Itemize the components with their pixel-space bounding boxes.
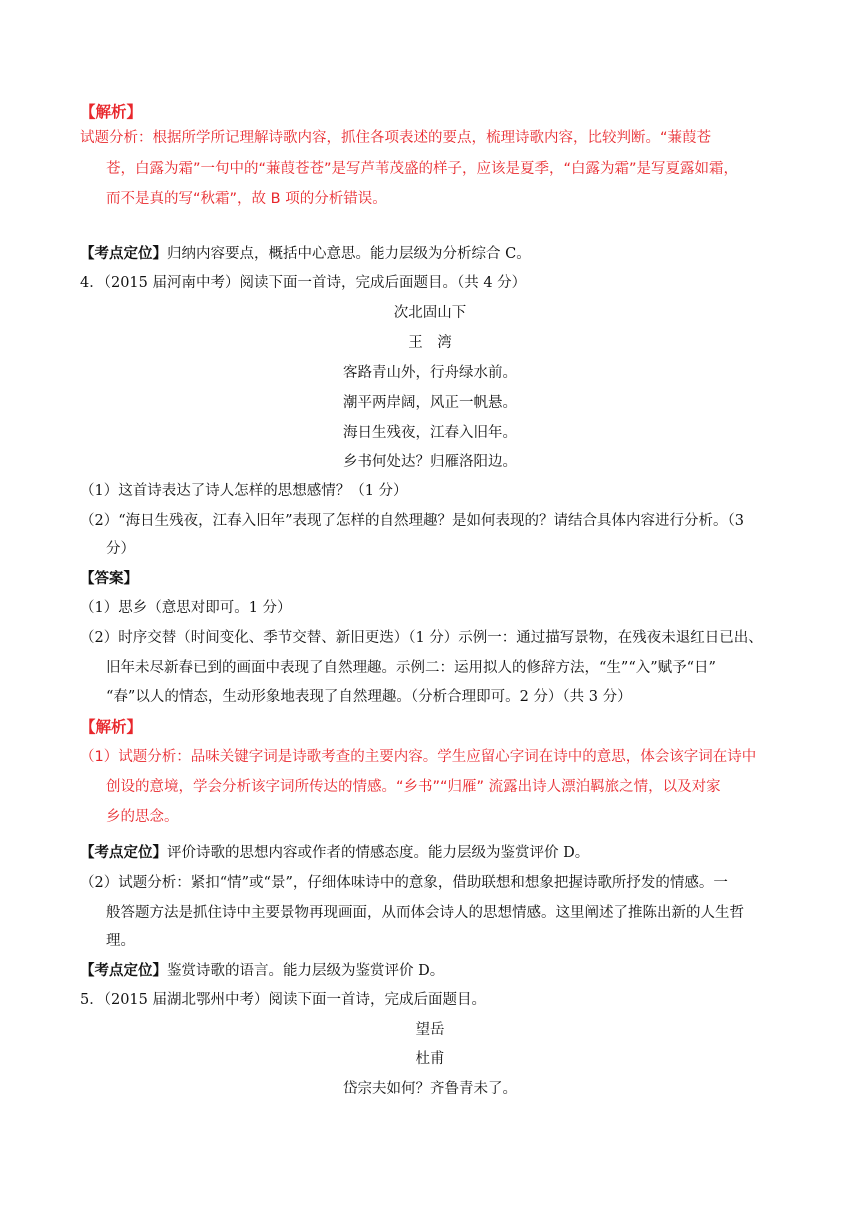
analysis-line: 苍，白露为霜”一句中的“蒹葭苍苍”是写芦苇茂盛的样子，应该是夏季，“白露为霜”是写夏露如霜， <box>106 161 739 177</box>
poem-line: 潮平两岸阔，风正一帆悬。 <box>343 395 517 411</box>
poem-line: 客路青山外，行舟绿水前。 <box>343 365 517 381</box>
question-5-stem: 5．（2015 届湖北鄂州中考）阅读下面一首诗，完成后面题目。 <box>80 992 486 1008</box>
kaodian-text: 评价诗歌的思想内容或作者的情感态度。能力层级为鉴赏评价 D。 <box>167 845 590 861</box>
analysis-heading: 【解析】 <box>80 103 143 121</box>
poem-line: 海日生残夜，江春入旧年。 <box>343 425 517 441</box>
kaodian-line <box>80 843 589 863</box>
analysis-line: 乡的思念。 <box>106 809 179 825</box>
poem-author: 王 湾 <box>408 335 452 351</box>
kaodian-label: 【考点定位】 <box>80 246 167 262</box>
sub-question-2: （2）“海日生残夜，江春入旧年”表现了怎样的自然理趣？是如何表现的？请结合具体内容进行分析。（3 <box>80 513 745 529</box>
question-4-stem: 4．（2015 届河南中考）阅读下面一首诗，完成后面题目。（共 4 分） <box>80 275 527 291</box>
analysis-line: （1）试题分析：品味关键字词是诗歌考查的主要内容。学生应留心字词在诗中的意思，体会该字词在诗中 <box>80 749 757 765</box>
answer-heading: 【答案】 <box>80 571 138 587</box>
analysis-line: 试题分析：根据所学所记理解诗歌内容，抓住各项表述的要点，梳理诗歌内容，比较判断。“蒹葭苍 <box>80 130 712 146</box>
answer-1: （1）思乡（意思对即可。1 分） <box>80 600 292 616</box>
kaodian-text: 归纳内容要点，概括中心意思。能力层级为分析综合 C。 <box>167 246 531 262</box>
answer-2-line: （2）时序交替（时间变化、季节交替、新旧更迭）（1 分）示例一：通过描写景物，在残夜未退红日已出、 <box>80 630 763 646</box>
kaodian-label: 【考点定位】 <box>80 963 167 979</box>
answer-2-line: “春”以人的情态，生动形象地表现了自然理趣。（分析合理即可。2 分）（共 3 分） <box>106 689 632 705</box>
kaodian-text: 鉴赏诗歌的语言。能力层级为鉴赏评价 D。 <box>167 963 445 979</box>
poem-title: 次北固山下 <box>393 305 467 321</box>
analysis-heading: 【解析】 <box>80 718 143 736</box>
sub-question-2-cont: 分） <box>106 541 135 557</box>
analysis-line: 创设的意境，学会分析该字词所传达的情感。“乡书”“归雁” 流露出诗人漂泊羁旅之情，以及对家 <box>106 779 721 795</box>
kaodian-line <box>80 961 444 981</box>
kaodian-line <box>80 244 531 264</box>
analysis-line: 而不是真的写“秋霜”，故 B 项的分析错误。 <box>106 191 387 207</box>
kaodian-label: 【考点定位】 <box>80 845 167 861</box>
poem-author: 杜甫 <box>415 1051 445 1067</box>
analysis-2-line: 般答题方法是抓住诗中主要景物再现画面，从而体会诗人的思想情感。这里阐述了推陈出新的人生哲 <box>106 905 744 921</box>
analysis-2-line: （2）试题分析：紧扣“情”或“景”，仔细体味诗中的意象，借助联想和想象把握诗歌所抒发的情感。一 <box>80 875 728 891</box>
poem-title: 望岳 <box>415 1022 445 1038</box>
poem-line: 乡书何处达？归雁洛阳边。 <box>343 454 517 470</box>
answer-2-line: 旧年未尽新春已到的画面中表现了自然理趣。示例二：运用拟人的修辞方法，“生”“入”赋予“日” <box>106 660 716 676</box>
sub-question-1: （1）这首诗表达了诗人怎样的思想感情？（1 分） <box>80 483 408 499</box>
poem-line: 岱宗夫如何？齐鲁青未了。 <box>343 1081 517 1097</box>
analysis-2-line: 理。 <box>106 933 135 949</box>
